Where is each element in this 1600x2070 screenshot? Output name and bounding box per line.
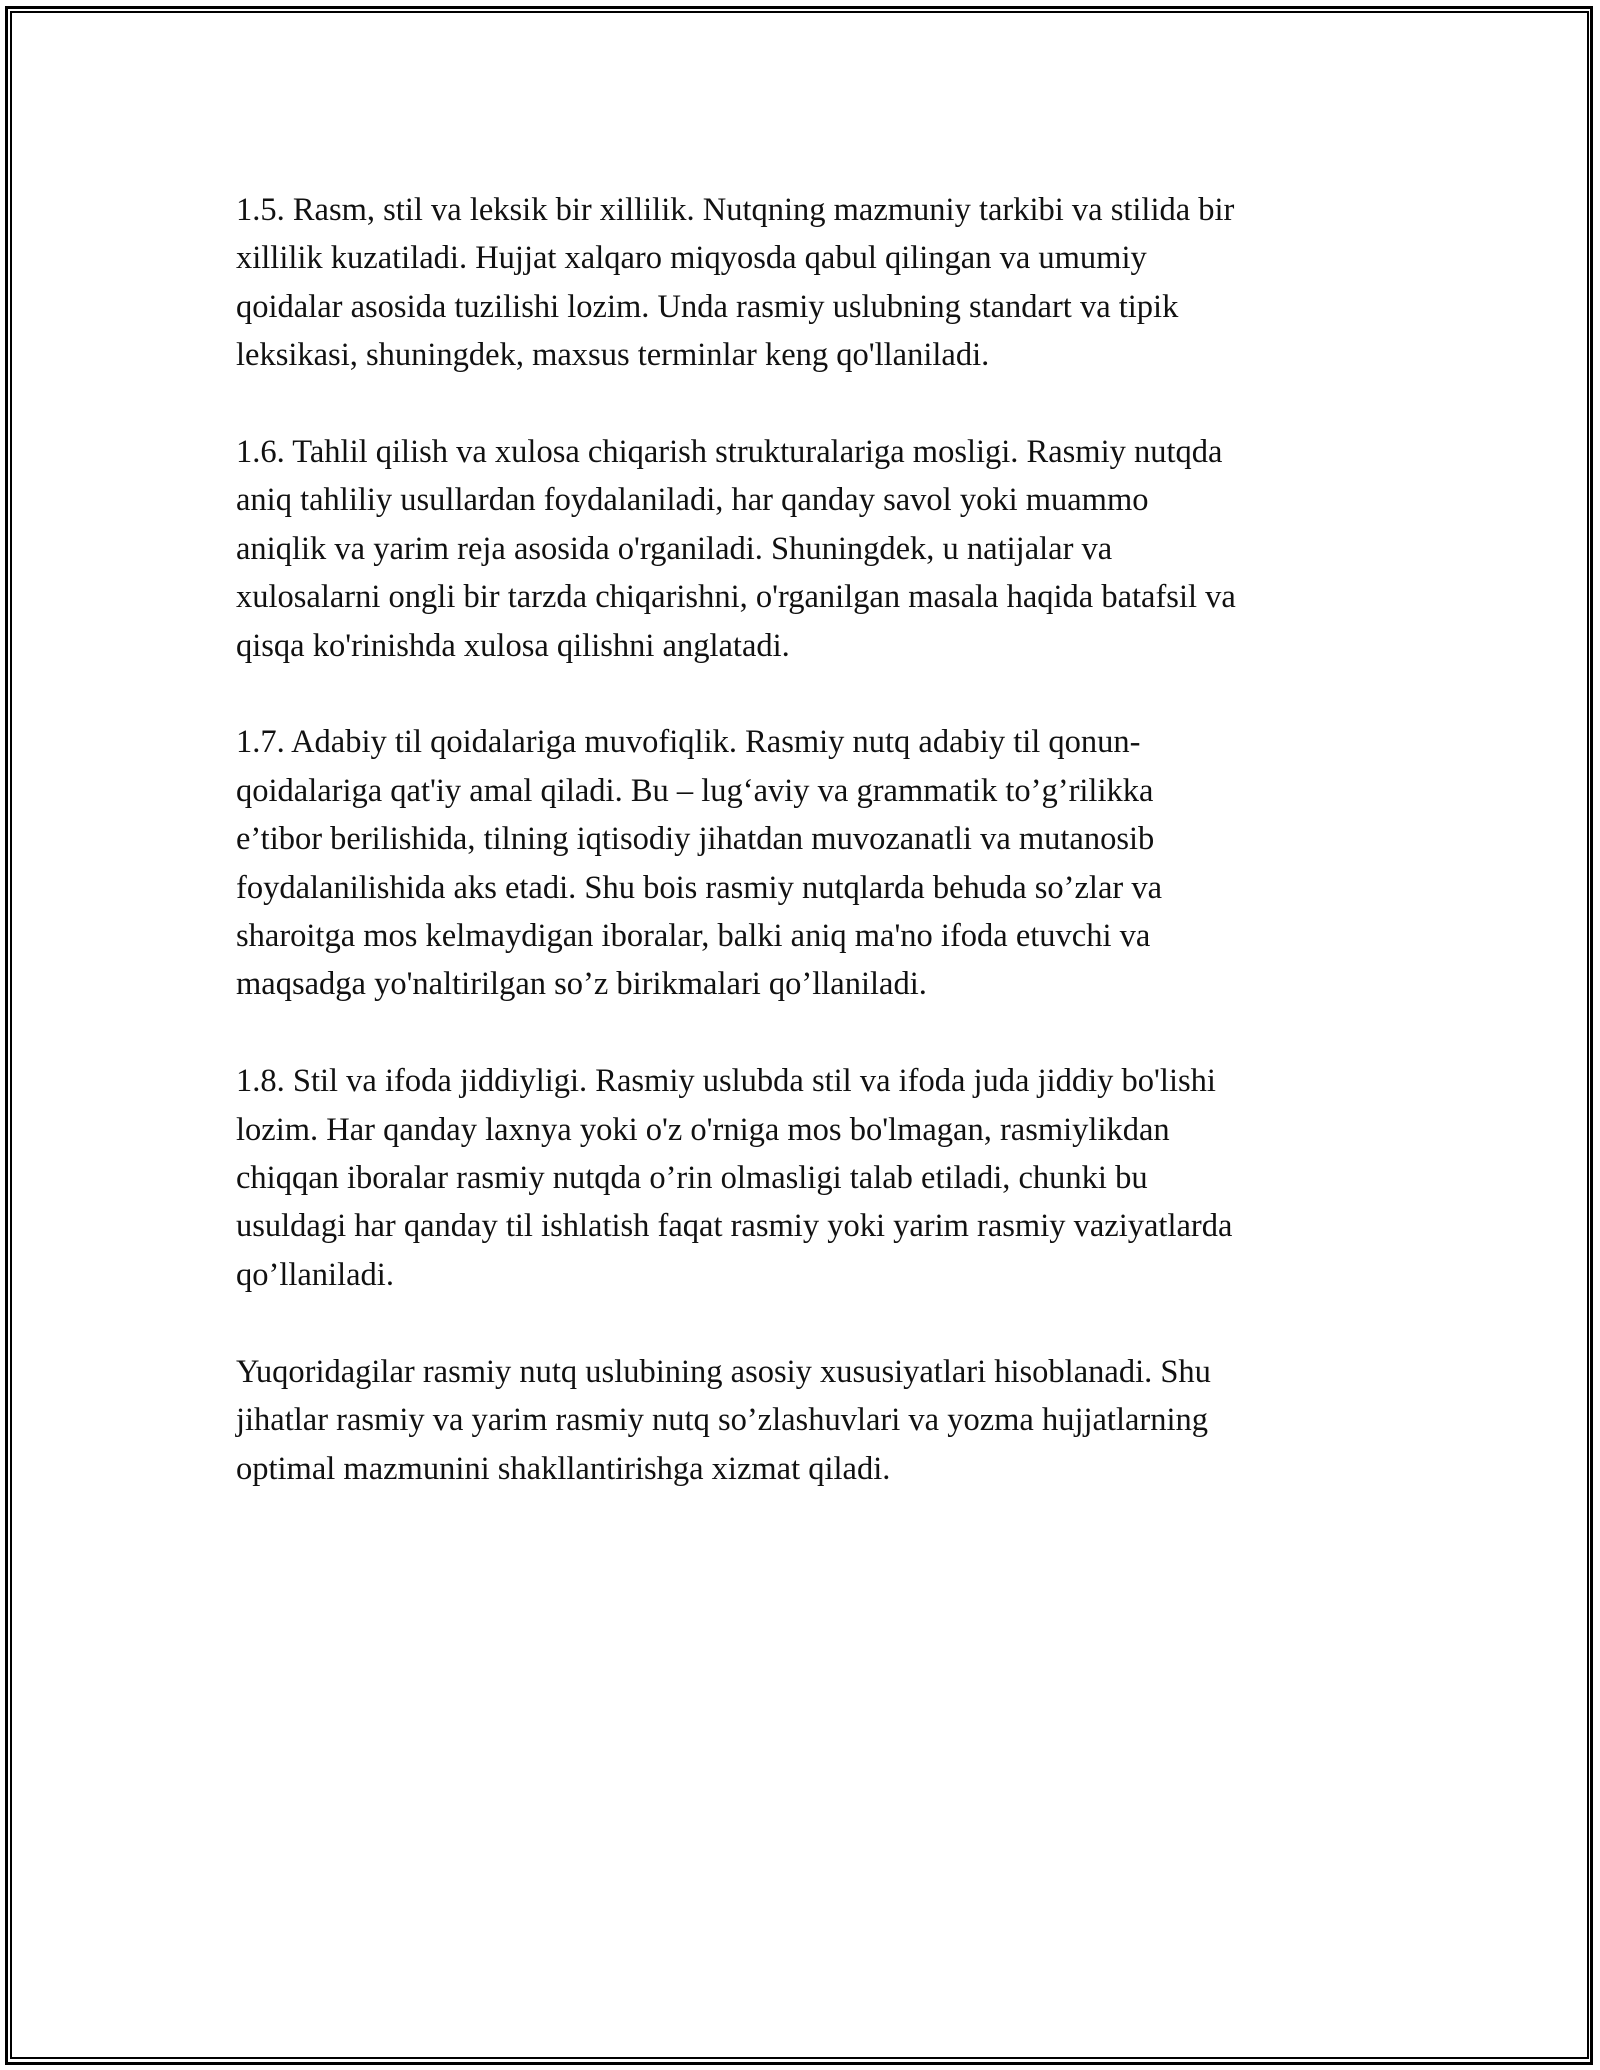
text-line: usuldagi har qanday til ishlatish faqat rasmiy yoki yarim rasmiy vaziyatlarda: [236, 1208, 1233, 1245]
text-line: sharoitga mos kelmaydigan iboralar, balki aniq ma'no ifoda etuvchi va: [236, 918, 1151, 955]
text-line: jihatlar rasmiy va yarim rasmiy nutq so’zlashuvlari va yozma hujjatlarning: [236, 1402, 1209, 1439]
text-line: qisqa ko'rinishda xulosa qilishni anglatadi.: [236, 627, 790, 664]
text-line: xulosalarni ongli bir tarzda chiqarishni, o'rganilgan masala haqida batafsil va: [236, 579, 1236, 616]
paragraph-1-6: [236, 428, 1386, 670]
text-line: Yuqoridagilar rasmiy nutq uslubining asosiy xususiyatlari hisoblanadi. Shu: [236, 1353, 1211, 1390]
paragraph-1-7: [236, 718, 1386, 1008]
text-line: maqsadga yo'naltirilgan so’z birikmalari qo’llaniladi.: [236, 966, 927, 1003]
text-line: lozim. Har qanday laxnya yoki o'z o'rniga mos bo'lmagan, rasmiylikdan: [236, 1111, 1170, 1148]
paragraph-1-8: [236, 1057, 1386, 1299]
text-line: aniq tahliliy usullardan foydalaniladi, har qanday savol yoki muammo: [236, 482, 1149, 519]
text-line: qoidalar asosida tuzilishi lozim. Unda rasmiy uslubning standart va tipik: [236, 288, 1179, 325]
document-body: [236, 186, 1386, 1493]
text-line: optimal mazmunini shakllantirishga xizmat qiladi.: [236, 1450, 891, 1487]
text-line: xillilik kuzatiladi. Hujjat xalqaro miqyosda qabul qilingan va umumiy: [236, 240, 1147, 277]
text-line: e’tibor berilishida, tilning iqtisodiy jihatdan muvozanatli va mutanosib: [236, 821, 1155, 858]
text-line: aniqlik va yarim reja asosida o'rganiladi. Shuningdek, u natijalar va: [236, 530, 1113, 567]
paragraph-conclusion: [236, 1348, 1386, 1493]
text-line: chiqqan iboralar rasmiy nutqda o’rin olmasligi talab etiladi, chunki bu: [236, 1160, 1148, 1197]
text-line: leksikasi, shuningdek, maxsus terminlar keng qo'llaniladi.: [236, 337, 990, 374]
text-line: foydalanilishida aks etadi. Shu bois rasmiy nutqlarda behuda so’zlar va: [236, 869, 1163, 906]
text-line: 1.8. Stil va ifoda jiddiyligi. Rasmiy uslubda stil va ifoda juda jiddiy bo'lishi: [236, 1063, 1216, 1100]
text-line: 1.7. Adabiy til qoidalariga muvofiqlik. Rasmiy nutq adabiy til qonun-: [236, 724, 1141, 761]
text-line: 1.5. Rasm, stil va leksik bir xillilik. Nutqning mazmuniy tarkibi va stilida bir: [236, 192, 1235, 228]
text-line: qo’llaniladi.: [236, 1256, 394, 1293]
text-line: 1.6. Tahlil qilish va xulosa chiqarish strukturalariga mosligi. Rasmiy nutqda: [236, 434, 1223, 471]
text-line: qoidalariga qat'iy amal qiladi. Bu – lug‘aviy va grammatik to’g’rilikka: [236, 772, 1154, 809]
paragraph-1-5: [236, 186, 1386, 380]
